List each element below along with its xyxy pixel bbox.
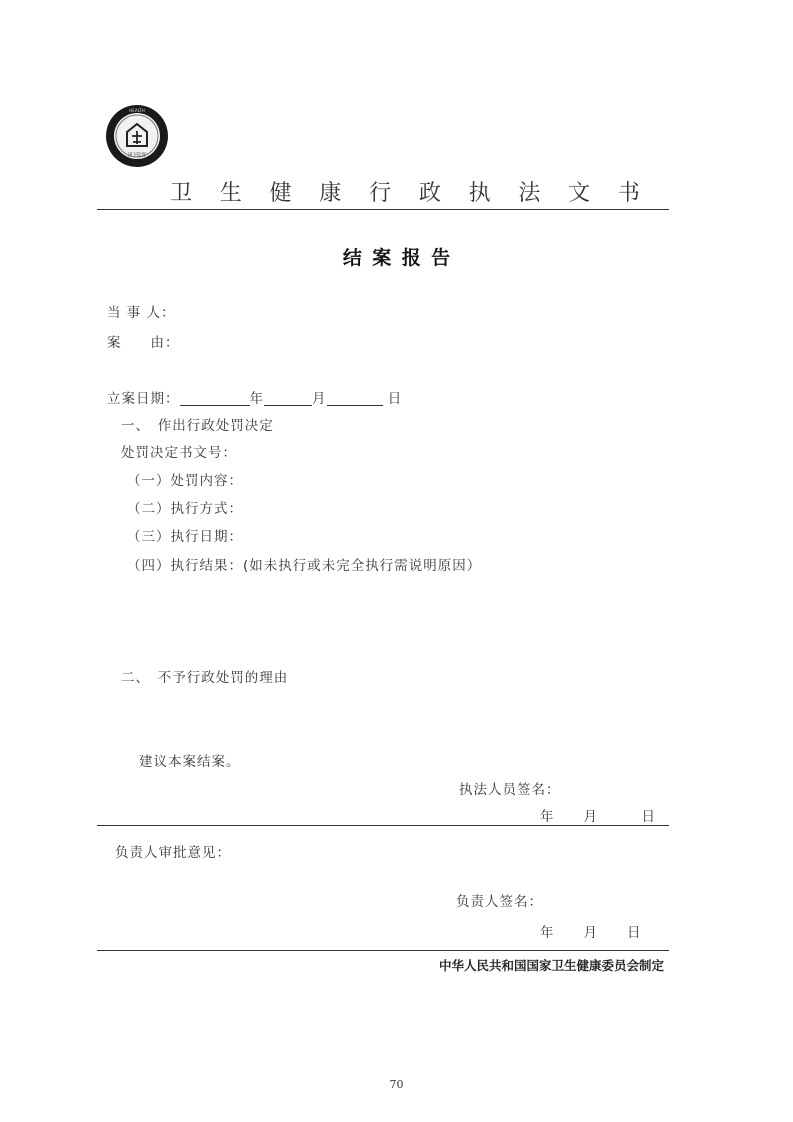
filing-year-blank[interactable] xyxy=(180,391,250,406)
decision-doc-number-label: 处罚决定书文号： xyxy=(121,445,237,461)
filing-date-row xyxy=(107,387,402,407)
officer-sign-date: 年 月 日 xyxy=(540,809,656,825)
supervisor-sign-date: 年 月 日 xyxy=(540,925,642,941)
header-char: 文 xyxy=(568,181,591,206)
party-field-label: 当 事 人： xyxy=(107,305,176,321)
case-closing-suggestion: 建议本案结案。 xyxy=(139,754,241,770)
national-health-inspection-emblem xyxy=(105,104,169,168)
header-char: 卫 xyxy=(170,181,193,206)
header-char: 执 xyxy=(468,181,491,206)
header-char: 政 xyxy=(418,181,441,206)
month-label: 月 xyxy=(312,391,327,407)
cause-field-label: 案 由： xyxy=(107,335,180,351)
execution-result-label: （四）执行结果：(如未执行或未完全执行需说明原因） xyxy=(127,558,482,574)
execution-method-label: （二）执行方式： xyxy=(127,501,243,517)
issuing-authority-footer: 中华人民共和国国家卫生健康委员会制定 xyxy=(439,958,665,973)
officer-signature-label: 执法人员签名： xyxy=(459,782,561,798)
section-divider xyxy=(97,825,669,826)
svg-text:HEALTH: HEALTH xyxy=(129,108,145,113)
approval-opinion-label: 负责人审批意见： xyxy=(115,845,231,861)
day-label: 日 xyxy=(387,391,403,407)
execution-date-label: （三）执行日期： xyxy=(127,529,243,545)
document-title: 结案报告 xyxy=(342,247,461,269)
header-char: 书 xyxy=(617,181,640,206)
header-char: 健 xyxy=(269,181,292,206)
header-divider xyxy=(97,209,669,210)
penalty-content-label: （一）处罚内容： xyxy=(127,473,243,489)
header-char: 行 xyxy=(369,181,392,206)
filing-date-label: 立案日期： xyxy=(107,391,180,407)
header-char: 康 xyxy=(319,181,342,206)
filing-month-blank[interactable] xyxy=(264,391,312,406)
footer-divider xyxy=(97,950,669,951)
filing-day-blank[interactable] xyxy=(327,391,383,406)
supervisor-signature-label: 负责人签名： xyxy=(456,894,543,910)
section1-heading: 一、 作出行政处罚决定 xyxy=(121,418,274,434)
year-label: 年 xyxy=(249,391,264,407)
page-number: 70 xyxy=(389,1078,404,1091)
header-char: 生 xyxy=(219,181,242,206)
svg-text:国卫监督: 国卫监督 xyxy=(128,153,146,158)
section2-heading: 二、 不予行政处罚的理由 xyxy=(121,670,289,686)
header-char: 法 xyxy=(518,181,541,206)
document-series-title xyxy=(170,176,640,207)
